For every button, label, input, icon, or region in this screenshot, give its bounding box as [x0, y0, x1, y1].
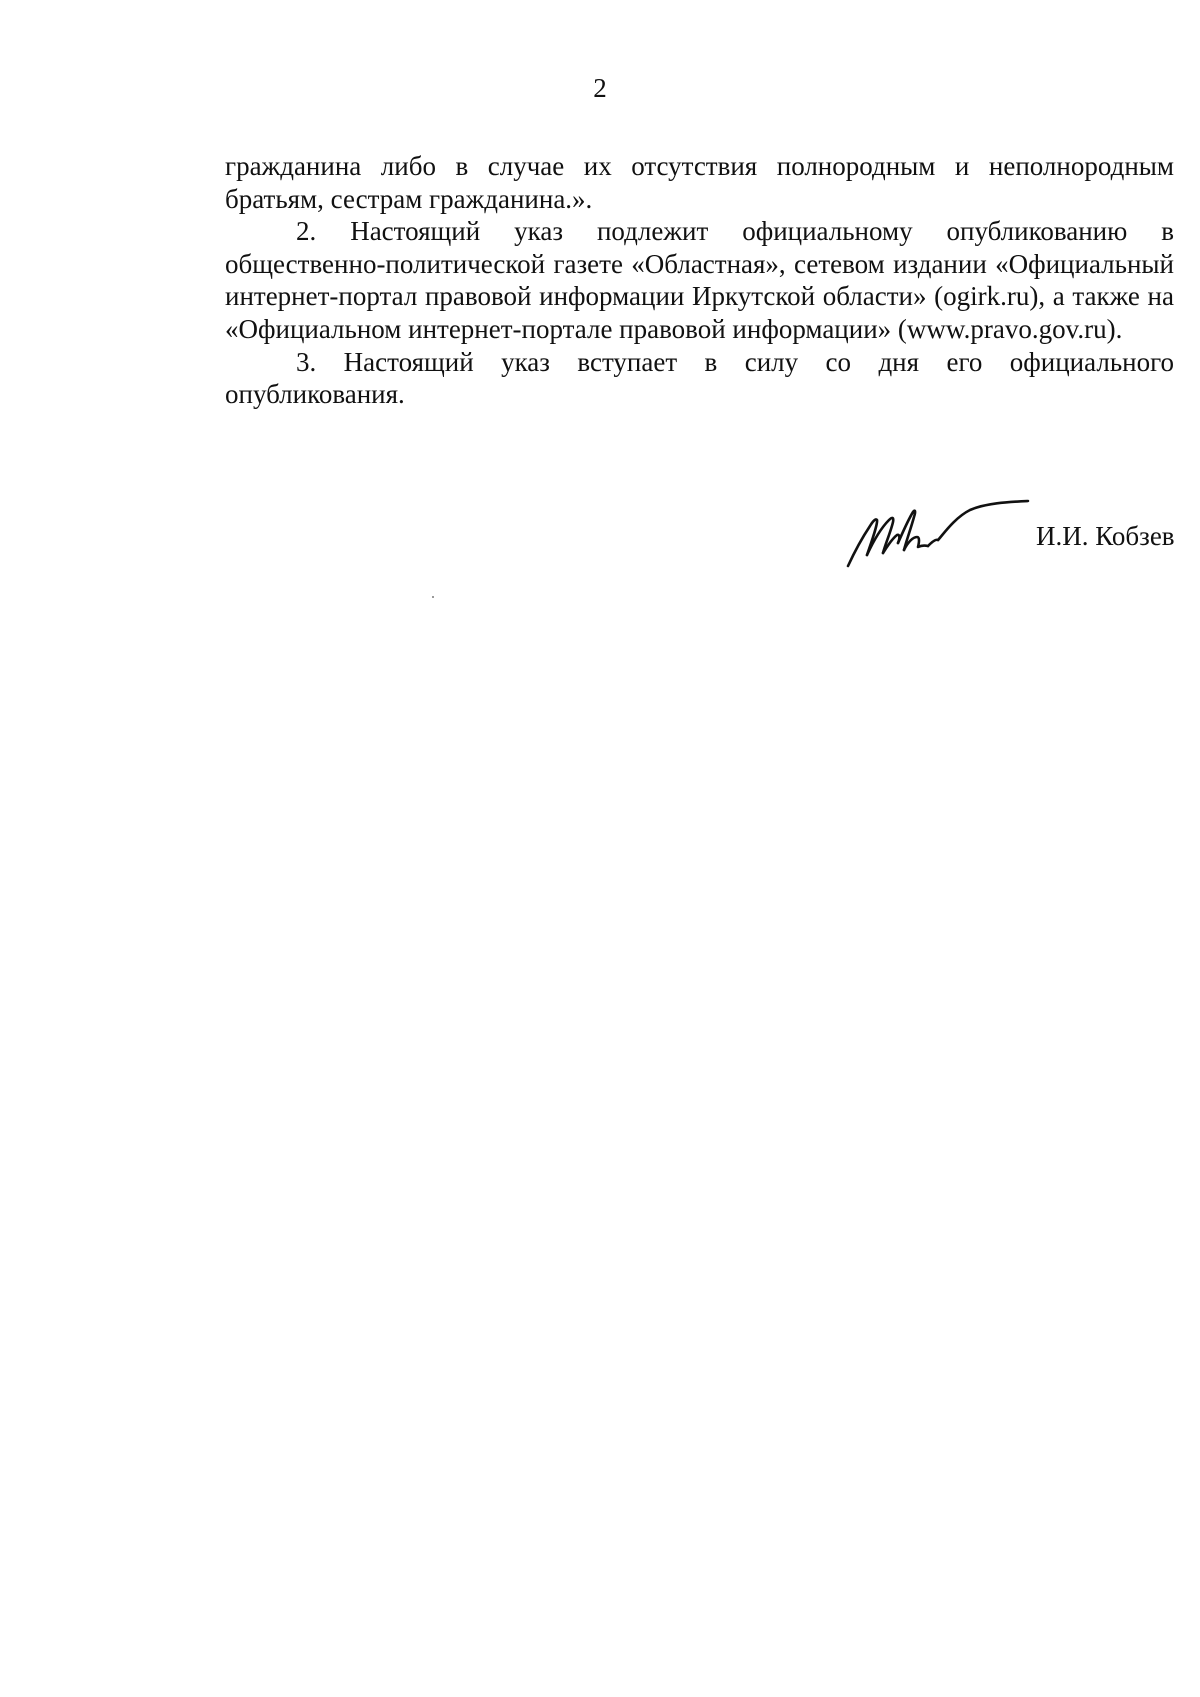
paragraph-publication-clause: 2. Настоящий указ подлежит официальному опубликованию в общественно-политической газете «Областная», сетевом издании «Официальный интернет-портал правовой информации Иркутской области» (ogirk.ru), а также на «Официальном интернет-портале правовой информации» (www.pravo.gov.ru).: [225, 216, 1174, 344]
page-number: 2: [593, 73, 607, 103]
paragraph-entry-into-force-clause: 3. Настоящий указ вступает в силу со дня его официального опубликования.: [225, 346, 1174, 410]
document-body: [225, 150, 1174, 411]
paragraph-continuation: гражданина либо в случае их отсутствия полнородным и неполнородным братьям, сестрам гражданина.».: [225, 151, 1174, 214]
scan-speck: [432, 596, 434, 598]
handwritten-signature: [840, 498, 1030, 578]
signature-block: [840, 498, 1185, 578]
signatory-name: И.И. Кобзев: [1036, 521, 1175, 551]
